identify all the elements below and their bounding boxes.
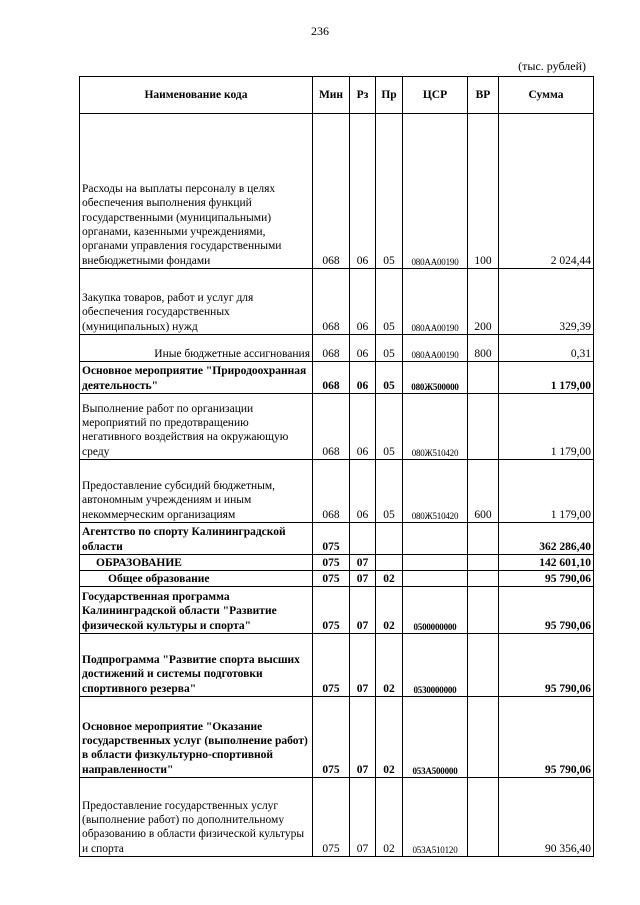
row-sum: 95 790,06 (499, 634, 594, 697)
table-header-row (80, 77, 594, 114)
row-name: Предоставление государственных услуг (выполнение работ) по дополнительному образованию в области физической культуры и спорта (80, 778, 313, 857)
row-name: Подпрограмма "Развитие спорта высших достижений и системы подготовки спортивного резерва" (80, 634, 313, 697)
table-row (80, 587, 594, 634)
row-rz: 07 (350, 571, 376, 587)
row-vr (468, 555, 499, 571)
row-rz: 06 (350, 335, 376, 362)
row-name: Основное мероприятие "Природоохранная деятельность" (80, 362, 313, 394)
header-csr: ЦСР (403, 77, 468, 114)
row-name: Предоставление субсидий бюджетным, автономным учреждениям и иным некоммерческим организациям (80, 460, 313, 523)
row-sum: 1 179,00 (499, 460, 594, 523)
header-min: Мин (313, 77, 350, 114)
table-row (80, 555, 594, 571)
row-rz: 07 (350, 587, 376, 634)
row-min: 075 (313, 697, 350, 778)
row-rz: 07 (350, 555, 376, 571)
row-csr (403, 523, 468, 555)
row-min: 068 (313, 269, 350, 335)
row-csr: 053А500000 (403, 697, 468, 778)
row-min: 068 (313, 362, 350, 394)
table-row (80, 634, 594, 697)
row-sum: 95 790,06 (499, 587, 594, 634)
table-row (80, 460, 594, 523)
row-vr: 800 (468, 335, 499, 362)
row-rz (350, 523, 376, 555)
row-rz: 07 (350, 634, 376, 697)
row-csr: 0530000000 (403, 634, 468, 697)
row-min: 075 (313, 587, 350, 634)
row-csr (403, 571, 468, 587)
row-name: ОБРАЗОВАНИЕ (80, 555, 313, 571)
row-vr: 200 (468, 269, 499, 335)
row-name: Агентство по спорту Калининградской области (80, 523, 313, 555)
table-row (80, 394, 594, 460)
row-csr: 080АА00190 (403, 335, 468, 362)
table-row (80, 269, 594, 335)
row-min: 068 (313, 460, 350, 523)
row-min: 075 (313, 778, 350, 857)
table-row (80, 571, 594, 587)
row-pr: 05 (376, 460, 403, 523)
row-rz: 06 (350, 114, 376, 269)
row-rz: 06 (350, 269, 376, 335)
row-min: 068 (313, 335, 350, 362)
table-row (80, 335, 594, 362)
header-pr: Пр (376, 77, 403, 114)
row-pr: 02 (376, 634, 403, 697)
row-vr (468, 587, 499, 634)
row-name: Государственная программа Калининградской области "Развитие физической культуры и спорта" (80, 587, 313, 634)
row-pr: 05 (376, 394, 403, 460)
row-sum: 142 601,10 (499, 555, 594, 571)
row-csr: 080Ж500000 (403, 362, 468, 394)
row-min: 075 (313, 555, 350, 571)
page-number: 236 (311, 24, 329, 38)
row-name: Основное мероприятие "Оказание государственных услуг (выполнение работ) в области физкультурно-спортивной направленности" (80, 697, 313, 778)
row-vr (468, 362, 499, 394)
row-csr: 080АА00190 (403, 269, 468, 335)
row-min: 075 (313, 523, 350, 555)
row-pr: 05 (376, 362, 403, 394)
budget-table (79, 76, 594, 857)
row-name: Общее образование (80, 571, 313, 587)
row-csr (403, 555, 468, 571)
table-row (80, 697, 594, 778)
row-sum: 95 790,06 (499, 571, 594, 587)
row-pr: 05 (376, 269, 403, 335)
row-sum: 95 790,06 (499, 697, 594, 778)
header-name: Наименование кода (80, 77, 313, 114)
row-pr (376, 555, 403, 571)
row-csr: 053А510120 (403, 778, 468, 857)
table-row (80, 778, 594, 857)
row-vr: 600 (468, 460, 499, 523)
row-rz: 06 (350, 460, 376, 523)
row-csr: 0500000000 (403, 587, 468, 634)
header-vr: ВР (468, 77, 499, 114)
row-pr (376, 523, 403, 555)
row-rz: 07 (350, 697, 376, 778)
row-sum: 329,39 (499, 269, 594, 335)
row-min: 068 (313, 394, 350, 460)
row-pr: 02 (376, 587, 403, 634)
table-row (80, 114, 594, 269)
row-vr (468, 571, 499, 587)
row-pr: 02 (376, 697, 403, 778)
row-vr (468, 634, 499, 697)
row-name: Закупка товаров, работ и услуг для обеспечения государственных (муниципальных) нужд (80, 269, 313, 335)
row-sum: 1 179,00 (499, 362, 594, 394)
units-label: (тыс. рублей) (518, 59, 586, 73)
row-rz: 06 (350, 362, 376, 394)
row-sum: 0,31 (499, 335, 594, 362)
row-sum: 1 179,00 (499, 394, 594, 460)
row-name: Выполнение работ по организации мероприятий по предотвращению негативного воздействия на окружающую среду (80, 394, 313, 460)
table-row (80, 362, 594, 394)
row-name: Иные бюджетные ассигнования (80, 335, 313, 362)
row-rz: 06 (350, 394, 376, 460)
row-min: 075 (313, 634, 350, 697)
row-sum: 90 356,40 (499, 778, 594, 857)
header-sum: Сумма (499, 77, 594, 114)
row-csr: 080АА00190 (403, 114, 468, 269)
row-min: 068 (313, 114, 350, 269)
row-sum: 362 286,40 (499, 523, 594, 555)
row-vr (468, 778, 499, 857)
row-vr (468, 697, 499, 778)
table-row (80, 523, 594, 555)
row-name: Расходы на выплаты персоналу в целях обеспечения выполнения функций государственными (муниципальными) органами, казенными учреждениями, органами управления государственными внебюджетными фондами (80, 114, 313, 269)
header-rz: Рз (350, 77, 376, 114)
row-pr: 02 (376, 571, 403, 587)
row-pr: 02 (376, 778, 403, 857)
row-rz: 07 (350, 778, 376, 857)
row-vr (468, 523, 499, 555)
row-vr (468, 394, 499, 460)
row-vr: 100 (468, 114, 499, 269)
row-sum: 2 024,44 (499, 114, 594, 269)
row-min: 075 (313, 571, 350, 587)
row-pr: 05 (376, 335, 403, 362)
row-csr: 080Ж510420 (403, 394, 468, 460)
row-pr: 05 (376, 114, 403, 269)
row-csr: 080Ж510420 (403, 460, 468, 523)
